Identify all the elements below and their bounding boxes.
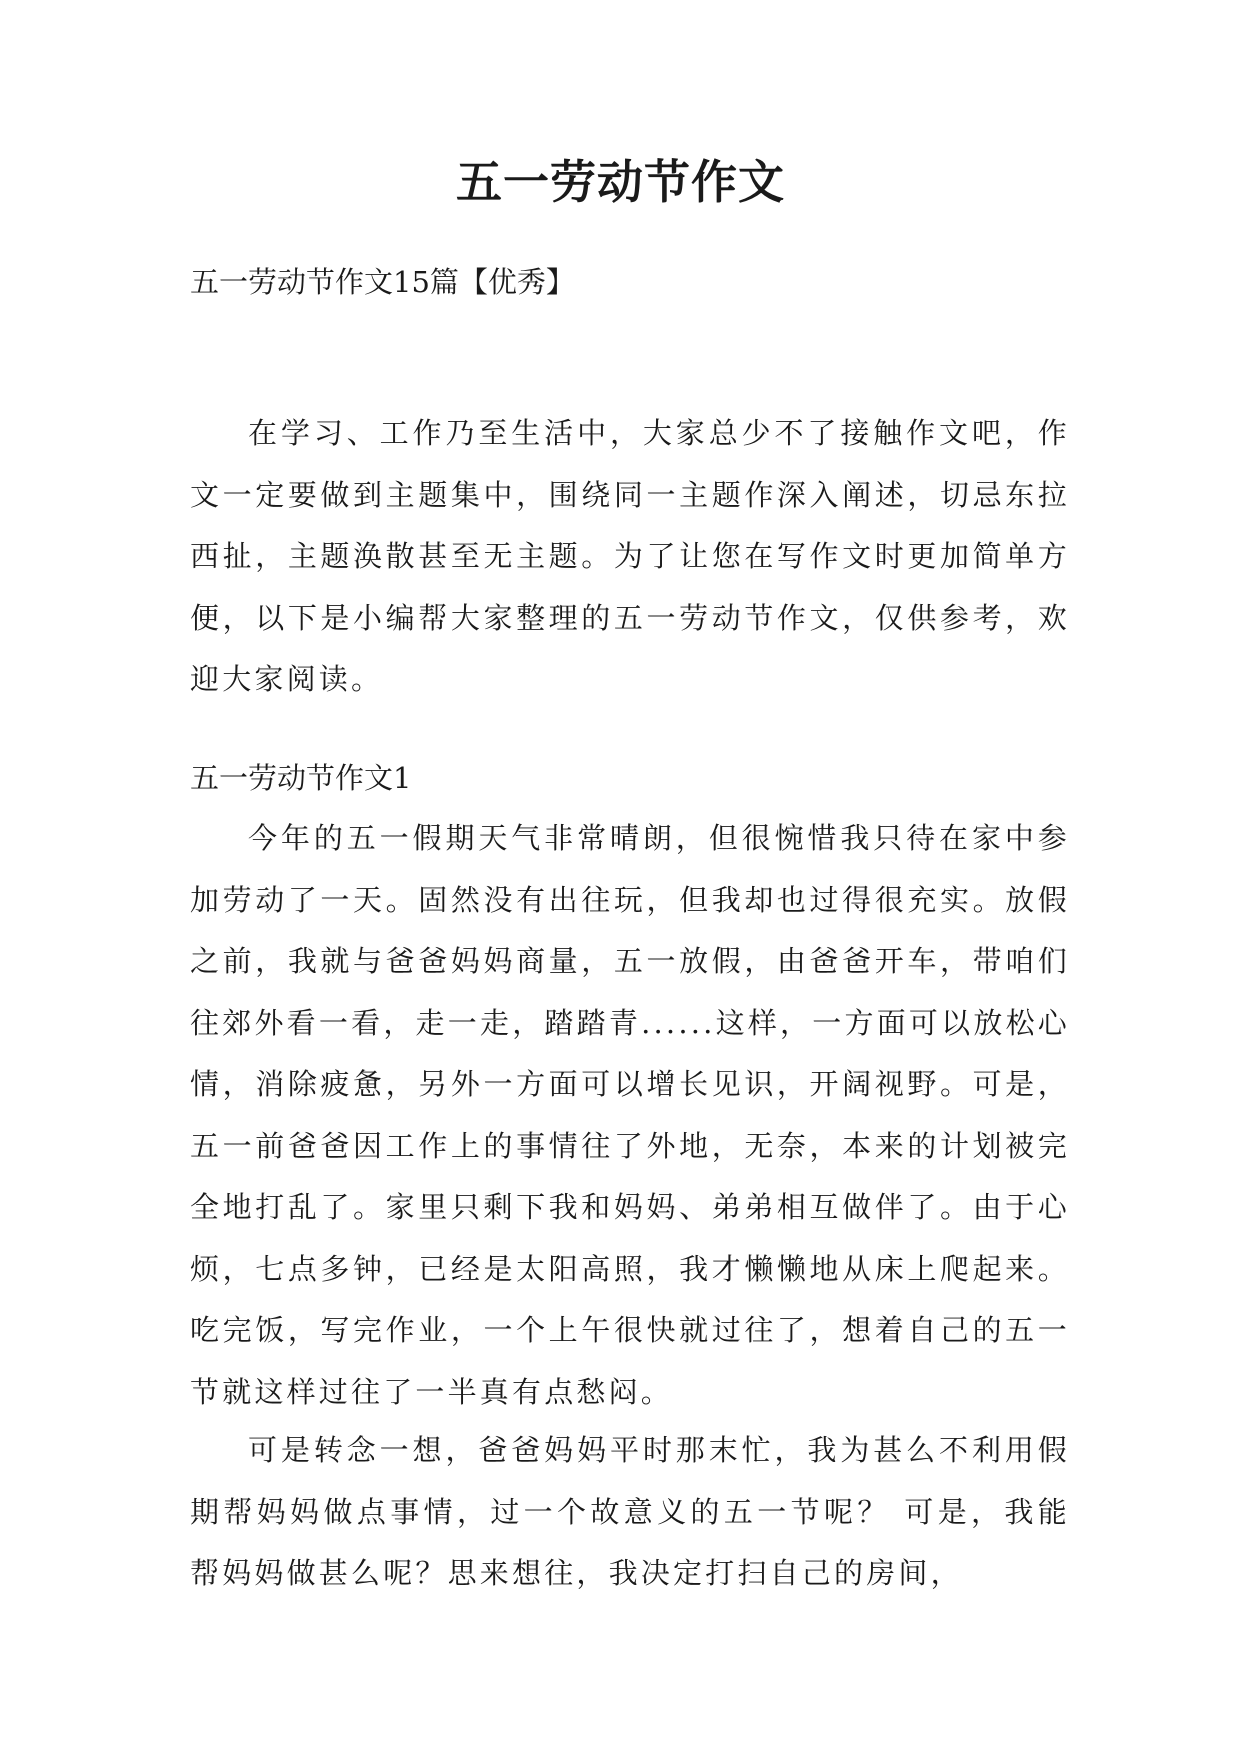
- section-heading: 五一劳动节作文1: [190, 761, 412, 795]
- document-subtitle: 五一劳动节作文15篇【优秀】: [190, 265, 575, 299]
- intro-paragraph: 在学习、工作乃至生活中，大家总少不了接触作文吧，作文一定要做到主题集中，围绕同一主题作深入阐述，切忌东拉西扯，主题涣散甚至无主题。为了让您在写作文时更加简单方便，以下是小编帮大家整理的五一劳动节作文，仅供参考，欢迎大家阅读。: [190, 416, 1070, 696]
- document-title: 五一劳动节作文: [456, 155, 785, 209]
- body-paragraph-1: 今年的五一假期天气非常晴朗，但很惋惜我只待在家中参加劳动了一天。固然没有出往玩，但我却也过得很充实。放假之前，我就与爸爸妈妈商量，五一放假，由爸爸开车，带咱们往郊外看一看，走一走，踏踏青......这样，一方面可以放松心情，消除疲惫，另外一方面可以增长见识，开阔视野。可是，五一前爸爸因工作上的事情往了外地，无奈，本来的计划被完全地打乱了。家里只剩下我和妈妈、弟弟相互做伴了。由于心烦，七点多钟，已经是太阳高照，我才懒懒地从床上爬起来。吃完饭，写完作业，一个上午很快就过往了，想着自己的五一节就这样过往了一半真有点愁闷。: [190, 821, 1070, 1409]
- body-paragraph-2: 可是转念一想，爸爸妈妈平时那末忙，我为甚么不利用假期帮妈妈做点事情，过一个故意义的五一节呢？ 可是，我能帮妈妈做甚么呢？思来想往，我决定打扫自己的房间，: [190, 1433, 1070, 1590]
